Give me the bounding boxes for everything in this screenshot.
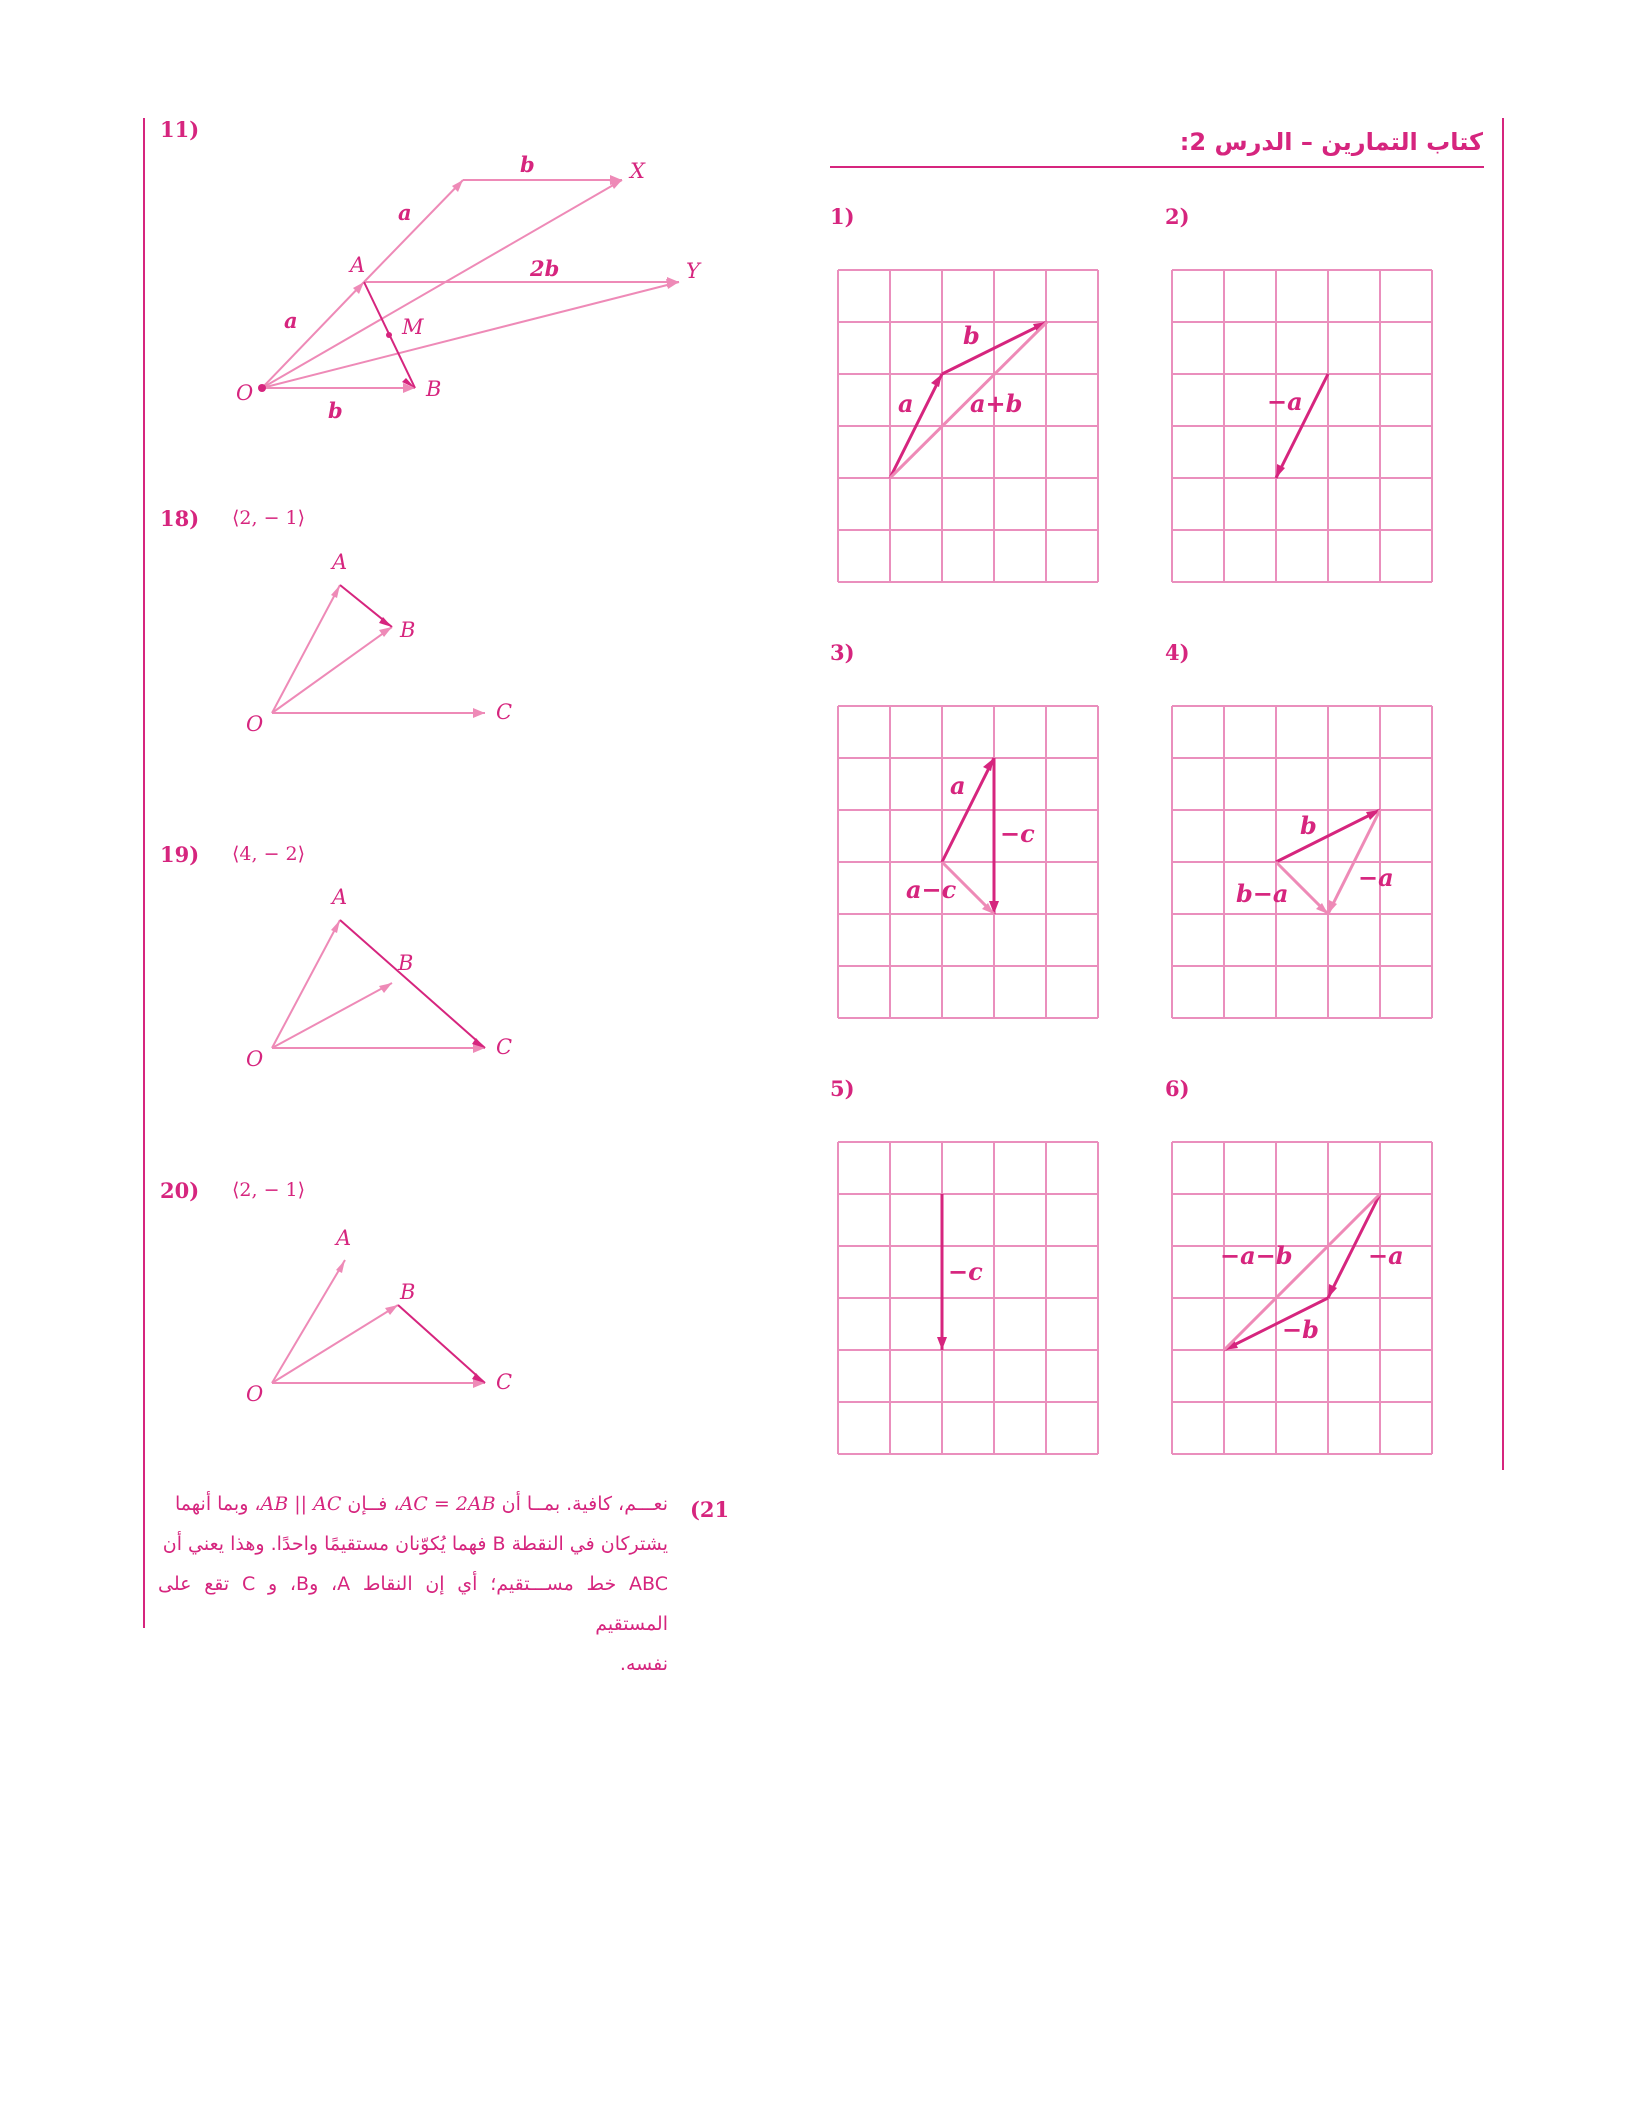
answer-text-b: ، فــإن [347,1493,400,1515]
exercise-18-diagram [240,545,530,745]
label-b: b [1300,811,1317,840]
label-O: O [246,712,264,736]
exercise-19-coords: ⟨4, − 2⟩ [232,843,306,865]
label-O: O [236,381,254,405]
grid-lines [838,270,1098,582]
answer-line-1 [158,1484,668,1524]
exercise-11-number: 11) [160,117,200,142]
grid-exercise-3 [838,706,1100,1018]
equation-ab-parallel-ac: AB || AC [260,1493,342,1515]
label-A: A [332,885,348,909]
label-B: B [400,618,416,642]
grid-exercise-2-number: 2) [1165,204,1190,229]
label-Y: Y [686,259,700,283]
exercise-19-diagram [240,880,530,1080]
label-B: B [400,1280,416,1304]
label-minus-c: −c [948,1257,983,1286]
label-a: a [898,389,914,418]
exercise-18-coords: ⟨2, − 1⟩ [232,507,306,529]
answer-line-4: نفسه. [619,1653,668,1675]
label-O: O [246,1382,264,1406]
label-C: C [496,700,513,724]
label-O: O [246,1047,264,1071]
grid-exercise-4-number: 4) [1165,640,1190,665]
label-2b: 2b [530,256,560,281]
label-minus-a: −a [1368,1241,1404,1270]
label-b-minus-a: b−a [1236,879,1289,908]
grid-lines [838,706,1098,1018]
exercise-21-number: (21 [690,1497,730,1522]
exercise-19-number: 19) [160,842,200,867]
grid-exercise-1-number: 1) [830,204,855,229]
label-minus-a: −a [1267,387,1303,416]
label-B: B [398,951,414,975]
left-margin-rule [143,118,145,1628]
right-margin-rule [1502,118,1504,1470]
label-A: A [336,1226,352,1250]
grid-lines [838,1142,1098,1454]
grid-exercise-2 [1172,270,1434,582]
label-a-minus-c: a−c [906,875,957,904]
answer-text-c: ، وبما أنهما [175,1493,261,1515]
grid-exercise-4 [1172,706,1434,1018]
label-b-top: b [520,152,535,177]
equation-ac-equals-2ab: AC = 2AB [399,1493,496,1515]
grid-exercise-6 [1172,1142,1434,1454]
header-underline [830,166,1484,168]
label-a: a [950,771,966,800]
label-minus-a: −a [1358,863,1394,892]
label-A: A [350,253,366,277]
label-A: A [332,550,348,574]
answer-text-a: نعـــم، كافية. بمــا أن [501,1493,668,1515]
exercise-18-number: 18) [160,506,200,531]
page-title: كتاب التمارين – الدرس 2: [1179,128,1483,156]
label-X: X [630,159,645,183]
grid-exercise-5-number: 5) [830,1076,855,1101]
label-minus-a-minus-b: −a−b [1220,1241,1293,1270]
label-minus-b: −b [1282,1315,1319,1344]
grid-exercise-3-number: 3) [830,640,855,665]
exercise-20-coords: ⟨2, − 1⟩ [232,1179,306,1201]
answer-line-2: يشتركان في النقطة B فهما يُكوّنان مستقيمًا واحدًا. وهذا يعني أن [162,1533,668,1555]
exercise-11-diagram [230,150,710,430]
exercise-20-diagram [240,1215,530,1415]
label-B: B [426,377,442,401]
answer-line-3: ABC خط مســـتقيم؛ أي إن النقاط A، وB، و C تقع على المستقيم [158,1573,668,1635]
label-minus-c: −c [1000,819,1035,848]
exercise-21-answer [158,1484,668,1684]
grid-exercise-5 [838,1142,1100,1454]
grid-lines [1172,1142,1432,1454]
label-a-lower: a [284,308,298,333]
label-C: C [496,1370,513,1394]
label-M: M [402,315,424,339]
grid-exercise-6-number: 6) [1165,1076,1190,1101]
label-a-upper: a [398,200,412,225]
label-C: C [496,1035,513,1059]
exercise-20-number: 20) [160,1178,200,1203]
grid-lines [1172,706,1432,1018]
label-a-plus-b: a+b [970,389,1023,418]
grid-exercise-1 [838,270,1100,582]
label-b-bottom: b [328,398,343,423]
label-b: b [963,321,980,350]
